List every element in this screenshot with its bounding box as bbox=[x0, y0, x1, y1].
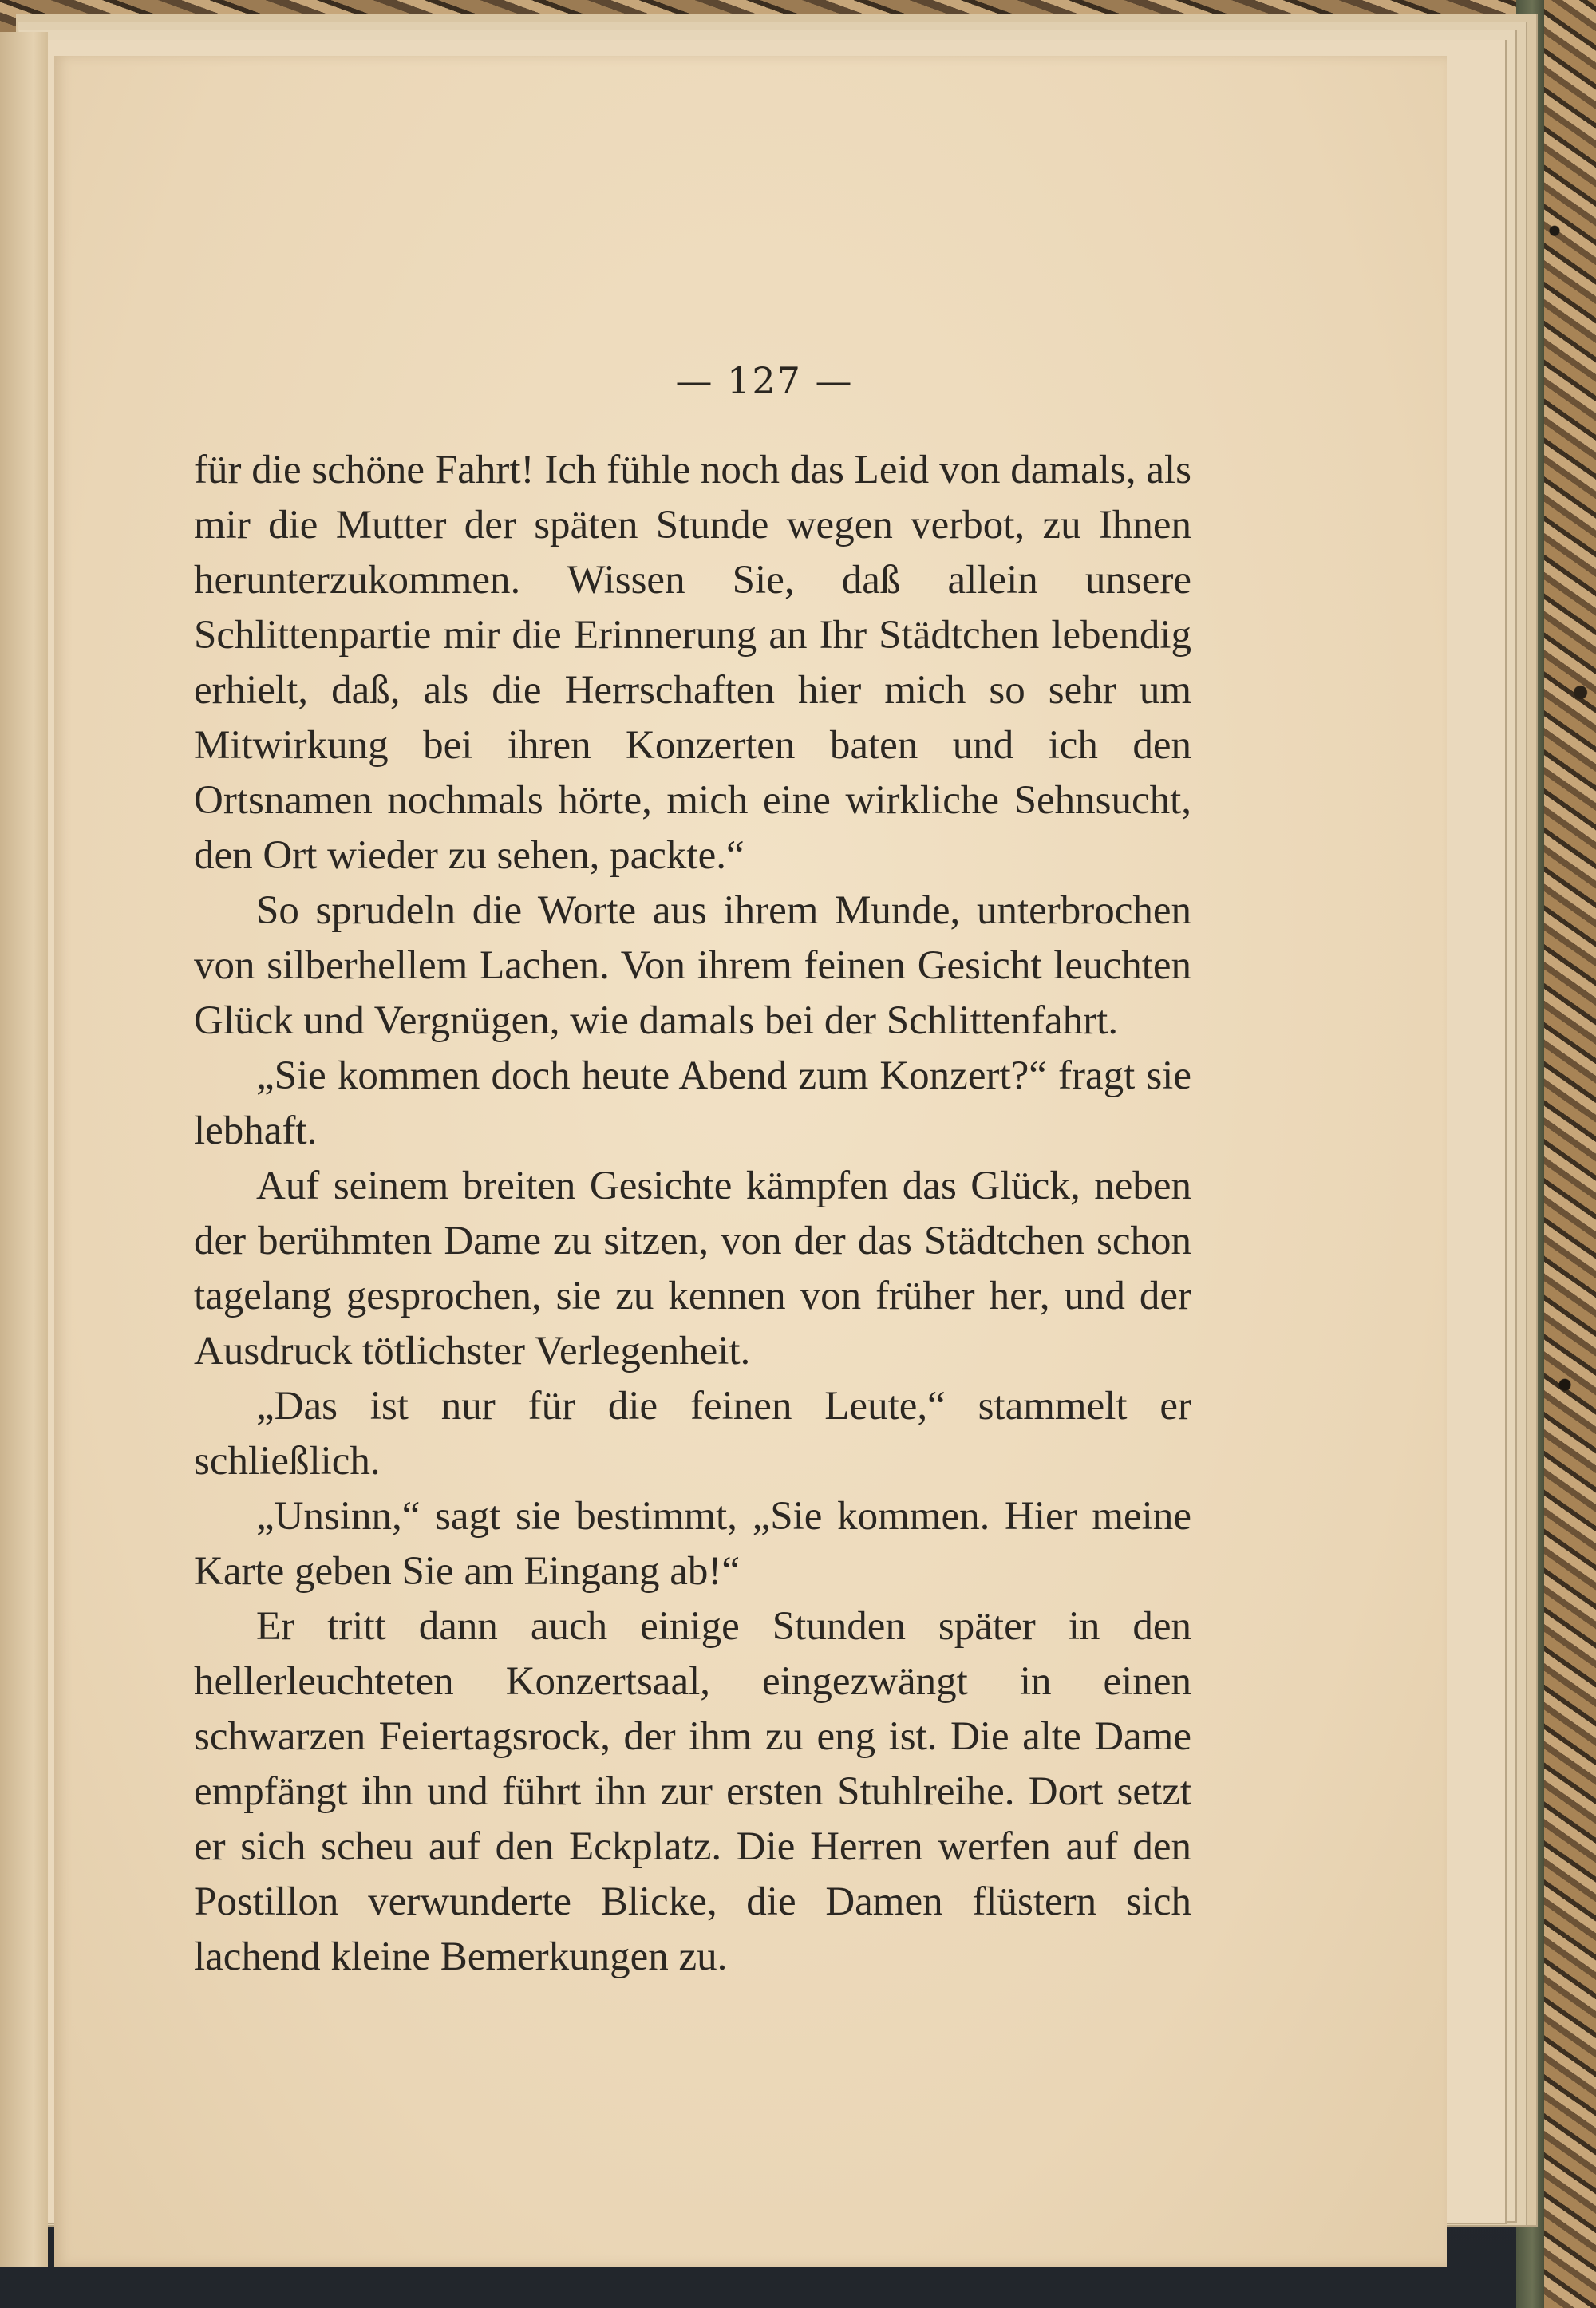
page-text bbox=[194, 443, 1191, 1985]
paragraph: So sprudeln die Worte aus ihrem Munde, unterbrochen von silberhellem Lachen. Von ihrem feinen Gesicht leuchten Glück und Vergnügen, wie damals bei der Schlittenfahrt. bbox=[194, 888, 1191, 1043]
paragraph: „Das ist nur für die feinen Leute,“ stammelt er schließlich. bbox=[194, 1384, 1191, 1484]
paragraph: „Sie kommen doch heute Abend zum Konzert?“ fragt sie lebhaft. bbox=[194, 1053, 1191, 1153]
page-number: — 127 — bbox=[675, 359, 854, 402]
paragraph: Er tritt dann auch einige Stunden später in den hellerleuchteten Konzertsaal, eingezwängt in einen schwarzen Feiertagsrock, der ihm zu eng ist. Die alte Dame empfängt ihn und führt ihn zur ersten Stuhlreihe. Dort setzt er sich scheu auf den Eckplatz. Die Herren werfen auf den Postillon verwunderte Blicke, die Damen flüstern sich lachend kleine Bemerkungen zu. bbox=[194, 1604, 1191, 1979]
paragraph: „Unsinn,“ sagt sie bestimmt, „Sie kommen. Hier meine Karte geben Sie am Eingang ab!“ bbox=[194, 1494, 1191, 1594]
book-cover-marbled bbox=[1544, 0, 1596, 2308]
paragraph: für die schöne Fahrt! Ich fühle noch das Leid von damals, als mir die Mutter der späten Stunde wegen verbot, zu Ihnen herunterzukommen. Wissen Sie, daß allein unsere Schlittenpartie mir die Erinnerung an Ihr Städtchen lebendig erhielt, daß, als die Herrschaften hier mich so sehr um Mitwirkung bei ihren Konzerten baten und ich den Ortsnamen nochmals hörte, mich eine wirkliche Sehnsucht, den Ort wieder zu sehen, packte.“ bbox=[194, 448, 1191, 878]
paragraph: Auf seinem breiten Gesichte kämpfen das Glück, neben der berühmten Dame zu sitzen, von der das Städtchen schon tagelang gesprochen, sie zu kennen von früher her, und der Ausdruck tötlichster Verlegenheit. bbox=[194, 1164, 1191, 1373]
facing-page-edge bbox=[0, 32, 48, 2267]
